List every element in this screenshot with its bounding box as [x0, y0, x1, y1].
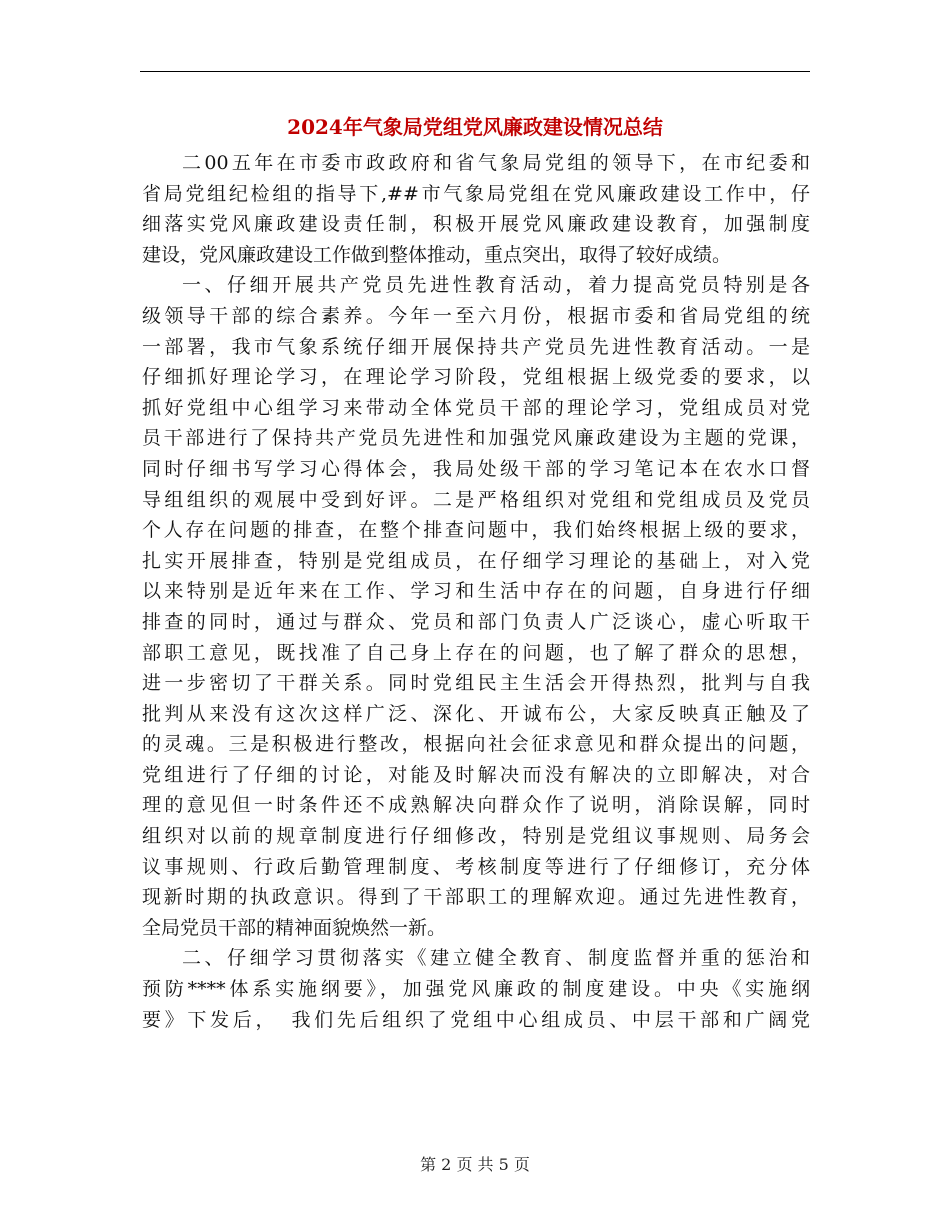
paragraph-line: 级领导干部的综合素养。今年一至六月份，根据市委和省局党组的统: [142, 304, 810, 327]
paragraph-line: 理的意见但一时条件还不成熟解决向群众作了说明，消除误解，同时: [142, 794, 810, 817]
page-number: 第 2 页 共 5 页: [420, 1155, 530, 1174]
paragraph-line: 二00五年在市委市政政府和省气象局党组的领导下，在市纪委和: [182, 152, 810, 174]
paragraph-line: 省局党组纪检组的指导下,##市气象局党组在党风廉政建设工作中，仔: [142, 182, 810, 205]
paragraph-line: 议事规则、行政后勤管理制度、考核制度等进行了仔细修订，充分体: [142, 855, 810, 878]
header-rule: [140, 71, 810, 72]
paragraph-line: 个人存在问题的排查，在整个排查问题中，我们始终根据上级的要求，: [142, 519, 810, 542]
paragraph-line: 的灵魂。三是积极进行整改，根据向社会征求意见和群众提出的问题，: [142, 733, 810, 756]
paragraph-line: 部职工意见，既找准了自己身上存在的问题，也了解了群众的思想，: [142, 641, 810, 664]
paragraph-line: 抓好党组中心组学习来带动全体党员干部的理论学习，党组成员对党: [142, 396, 810, 419]
paragraph-line: 同时仔细书写学习心得体会，我局处级干部的学习笔记本在农水口督: [142, 457, 810, 480]
paragraph-line: 以来特别是近年来在工作、学习和生活中存在的问题，自身进行仔细: [142, 580, 810, 603]
paragraph-line: 要》下发后， 我们先后组织了党组中心组成员、中层干部和广阔党: [142, 1008, 810, 1031]
paragraph-line: 现新时期的执政意识。得到了干部职工的理解欢迎。通过先进性教育，: [142, 886, 810, 909]
document-title: 2024年气象局党组党风廉政建设情况总结: [287, 115, 663, 139]
paragraph-line: 排查的同时，通过与群众、党员和部门负责人广泛谈心，虚心听取干: [142, 610, 810, 633]
paragraph-line: 全局党员干部的精神面貌焕然一新。: [142, 916, 447, 939]
paragraph-line: 一部署，我市气象系统仔细开展保持共产党员先进性教育活动。一是: [142, 335, 810, 358]
paragraph-line: 批判从来没有这次这样广泛、深化、开诚布公，大家反映真正触及了: [142, 702, 810, 725]
paragraph-line: 二、仔细学习贯彻落实《建立健全教育、制度监督并重的惩治和: [182, 947, 810, 970]
paragraph-line: 员干部进行了保持共产党员先进性和加强党风廉政建设为主题的党课，: [142, 427, 810, 450]
paragraph-line: 组织对以前的规章制度进行仔细修改，特别是党组议事规则、局务会: [142, 825, 810, 848]
paragraph-line: 进一步密切了干群关系。同时党组民主生活会开得热烈，批判与自我: [142, 672, 810, 695]
paragraph-line: 扎实开展排查，特别是党组成员，在仔细学习理论的基础上，对入党: [142, 549, 810, 572]
paragraph-line: 一、仔细开展共产党员先进性教育活动，着力提高党员特别是各: [182, 274, 810, 297]
paragraph-line: 建设，党风廉政建设工作做到整体推动，重点突出，取得了较好成绩。: [142, 243, 732, 266]
paragraph-line: 仔细抓好理论学习，在理论学习阶段，党组根据上级党委的要求，以: [142, 366, 810, 389]
document-body: [142, 148, 810, 1035]
paragraph-line: 导组组织的观展中受到好评。二是严格组织对党组和党组成员及党员: [142, 488, 810, 511]
paragraph-line: 党组进行了仔细的讨论，对能及时解决而没有解决的立即解决，对合: [142, 763, 810, 786]
paragraph-line: 细落实党风廉政建设责任制，积极开展党风廉政建设教育，加强制度: [142, 213, 810, 236]
paragraph-line: 预防****体系实施纲要》，加强党风廉政的制度建设。中央《实施纲: [142, 978, 810, 1001]
